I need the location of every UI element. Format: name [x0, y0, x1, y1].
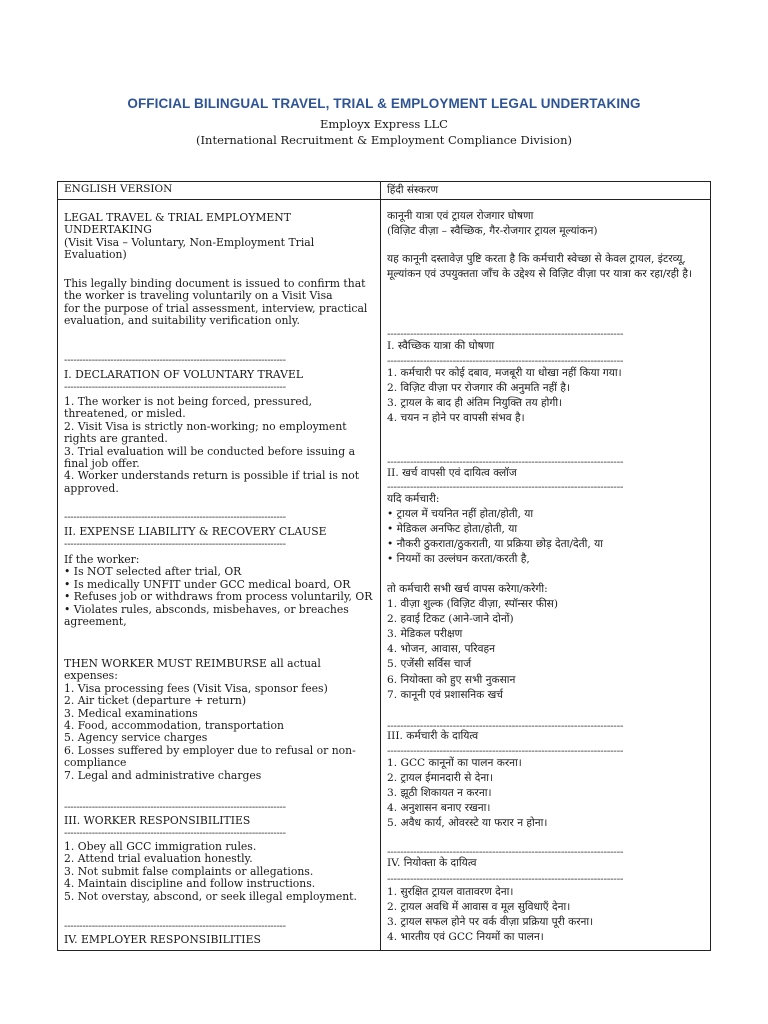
english-intro-body — [64, 278, 376, 328]
english-intro-title: LEGAL TRAVEL & TRIAL EMPLOYMENT UNDERTAKING — [64, 211, 291, 237]
separator-line: ------------------------------------------------------------------------ — [387, 873, 624, 885]
english-reimburse-list — [64, 658, 376, 782]
list-item: 3. Medical examinations — [64, 706, 198, 720]
list-item: 4. अनुशासन बनाए रखना। — [387, 802, 491, 815]
hindi-section-3-list — [387, 756, 708, 831]
hindi-section-2-title: II. खर्च वापसी एवं दायित्व क्लॉज — [387, 467, 517, 479]
hindi-intro-body — [387, 252, 708, 282]
list-item: • ट्रायल में चयनित नहीं होता/होती, या — [387, 508, 534, 521]
list-item: 5. Agency service charges — [64, 731, 208, 745]
list-item: • नौकरी ठुकराता/ठुकराती, या प्रक्रिया छोड़ देता/देती, या — [387, 538, 604, 551]
document-title: OFFICIAL BILINGUAL TRAVEL, TRIAL & EMPLOYMENT LEGAL UNDERTAKING — [127, 96, 641, 111]
list-item: 3. झूठी शिकायत न करना। — [387, 787, 492, 800]
hindi-intro-title: कानूनी यात्रा एवं ट्रायल रोजगार घोषणा — [387, 210, 534, 222]
hindi-intro — [387, 209, 708, 239]
list-item: 5. अवैध कार्य, ओवरस्टे या फरार न होना। — [387, 817, 548, 830]
list-item: 1. Visa processing fees (Visit Visa, sponsor fees) — [64, 681, 328, 695]
separator-line: ------------------------------------------------------------------------ — [387, 720, 624, 732]
list-item: 2. ट्रायल ईमानदारी से देना। — [387, 772, 494, 785]
english-heading: ENGLISH VERSION — [64, 183, 173, 195]
english-section-1-title: I. DECLARATION OF VOLUNTARY TRAVEL — [64, 368, 303, 381]
hindi-then-line: तो कर्मचारी सभी खर्च वापस करेगा/करेगी: — [387, 583, 548, 595]
list-item: 3. ट्रायल के बाद ही अंतिम नियुक्ति तय होगी। — [387, 397, 563, 410]
list-item: 2. Attend trial evaluation honestly. — [64, 852, 253, 866]
list-item: 3. Not submit false complaints or allegations. — [64, 864, 314, 878]
list-item: 6. Losses suffered by employer due to refusal or non-compliance — [64, 743, 356, 770]
hindi-intro-subtitle: (विज़िट वीज़ा – स्वैच्छिक, गैर-रोजगार ट्रायल मूल्यांकन) — [387, 225, 598, 238]
list-item: • Refuses job or withdraws from process voluntarily, OR — [64, 590, 373, 604]
separator-line: ------------------------------------------------------------------------ — [387, 745, 624, 757]
hindi-if-line: यदि कर्मचारी: — [387, 493, 440, 505]
list-item: • नियमों का उल्लंघन करता/करती है, — [387, 553, 530, 566]
list-item: 4. भोजन, आवास, परिवहन — [387, 643, 495, 656]
list-item: 6. नियोक्ता को हुए सभी नुकसान — [387, 673, 516, 686]
separator-line: ------------------------------------------------------------------------ — [64, 921, 286, 932]
english-intro-text: This legally binding document is issued to confirm that the worker is traveling voluntarily on a Visit Visa — [64, 277, 366, 303]
hindi-column — [381, 182, 711, 950]
english-section-2-body — [64, 554, 376, 628]
list-item: 2. Air ticket (departure + return) — [64, 694, 247, 708]
english-intro-subtitle: (Visit Visa – Voluntary, Non-Employment Trial Evaluation) — [64, 235, 315, 262]
list-item: 4. Worker understands return is possible if trial is not approved. — [64, 469, 360, 495]
list-item: • मेडिकल अनफिट होता/होती, या — [387, 523, 518, 536]
list-item: 7. कानूनी एवं प्रशासनिक खर्च — [387, 688, 503, 701]
list-item: • Violates rules, absconds, misbehaves, or breaches agreement, — [64, 602, 349, 629]
hindi-section-1-title: I. स्वैच्छिक यात्रा की घोषणा — [387, 340, 495, 352]
hindi-reimburse-list — [387, 582, 708, 703]
bilingual-table — [57, 181, 711, 951]
english-column — [58, 182, 380, 950]
list-item: 4. चयन न होने पर वापसी संभव है। — [387, 412, 525, 425]
list-item: 2. विज़िट वीज़ा पर रोजगार की अनुमति नहीं है। — [387, 382, 571, 395]
list-item: 1. कर्मचारी पर कोई दबाव, मजबूरी या धोखा नहीं किया गया। — [387, 367, 622, 379]
separator-line: ------------------------------------------------------------------------ — [64, 355, 286, 366]
hindi-intro-text: यह कानूनी दस्तावेज़ पुष्टि करता है कि कर्मचारी स्वेच्छा से केवल ट्रायल, इंटरव्यू, — [387, 253, 686, 265]
separator-line: ------------------------------------------------------------------------ — [64, 512, 286, 523]
list-item: 1. वीज़ा शुल्क (विज़िट वीज़ा, स्पॉन्सर फीस) — [387, 598, 558, 611]
english-section-3-list — [64, 841, 376, 903]
separator-line: ------------------------------------------------------------------------ — [64, 802, 286, 813]
list-item: 3. ट्रायल सफल होने पर वर्क वीज़ा प्रक्रिया पूरी करना। — [387, 916, 594, 929]
list-item: • Is medically UNFIT under GCC medical board, OR — [64, 577, 351, 591]
list-item: 1. Obey all GCC immigration rules. — [64, 840, 257, 853]
english-intro-text-2: for the purpose of trial assessment, interview, practical evaluation, and suitability verification only. — [64, 301, 368, 328]
list-item: 2. ट्रायल अवधि में आवास व मूल सुविधाएँ देना। — [387, 901, 571, 914]
hindi-section-4-list — [387, 885, 708, 945]
list-item: 2. Visit Visa is strictly non-working; no employment rights are granted. — [64, 419, 347, 446]
separator-line: ------------------------------------------------------------------------ — [387, 328, 624, 340]
separator-line: ------------------------------------------------------------------------ — [64, 828, 286, 839]
list-item: 3. मेडिकल परीक्षण — [387, 628, 463, 641]
list-item: 1. सुरक्षित ट्रायल वातावरण देना। — [387, 886, 514, 898]
list-item: 4. Maintain discipline and follow instructions. — [64, 877, 316, 891]
hindi-section-3-title: III. कर्मचारी के दायित्व — [387, 730, 479, 742]
english-intro — [64, 212, 376, 262]
list-item: 3. Trial evaluation will be conducted before issuing a final job offer. — [64, 444, 356, 471]
company-name: Employx Express LLC — [320, 117, 448, 131]
hindi-heading: हिंदी संस्करण — [387, 184, 439, 196]
english-if-line: If the worker: — [64, 553, 140, 566]
english-section-4-title: IV. EMPLOYER RESPONSIBILITIES — [64, 933, 261, 946]
list-item: 5. एजेंसी सर्विस चार्ज — [387, 658, 472, 671]
list-item: 1. GCC कानूनों का पालन करना। — [387, 757, 522, 769]
separator-line: ------------------------------------------------------------------------ — [64, 382, 286, 393]
hindi-section-2-body — [387, 492, 708, 567]
list-item: 2. हवाई टिकट (आने-जाने दोनों) — [387, 613, 514, 626]
english-section-3-title: III. WORKER RESPONSIBILITIES — [64, 814, 251, 827]
separator-line: ------------------------------------------------------------------------ — [387, 456, 624, 468]
hindi-section-1-list — [387, 366, 708, 426]
list-item: 4. भारतीय एवं GCC नियमों का पालन। — [387, 931, 544, 944]
hindi-section-4-title: IV. नियोक्ता के दायित्व — [387, 857, 477, 869]
english-section-2-title: II. EXPENSE LIABILITY & RECOVERY CLAUSE — [64, 525, 327, 538]
english-then-line: THEN WORKER MUST REIMBURSE all actual expenses: — [64, 657, 321, 683]
separator-line: ------------------------------------------------------------------------ — [387, 846, 624, 858]
list-item: 5. Not overstay, abscond, or seek illegal employment. — [64, 889, 357, 903]
division-name: (International Recruitment & Employment Compliance Division) — [196, 133, 572, 147]
separator-line: ------------------------------------------------------------------------ — [387, 481, 624, 493]
english-section-1-list — [64, 396, 376, 495]
separator-line: ------------------------------------------------------------------------ — [64, 539, 286, 550]
list-item: 4. Food, accommodation, transportation — [64, 719, 284, 733]
hindi-intro-text-2: मूल्यांकन एवं उपयुक्तता जाँच के उद्देश्य से विज़िट वीज़ा पर यात्रा कर रहा/रही है। — [387, 268, 693, 281]
list-item: 7. Legal and administrative charges — [64, 768, 262, 782]
list-item: 1. The worker is not being forced, pressured, threatened, or misled. — [64, 395, 313, 421]
separator-line: ------------------------------------------------------------------------ — [387, 355, 624, 367]
list-item: • Is NOT selected after trial, OR — [64, 565, 242, 579]
